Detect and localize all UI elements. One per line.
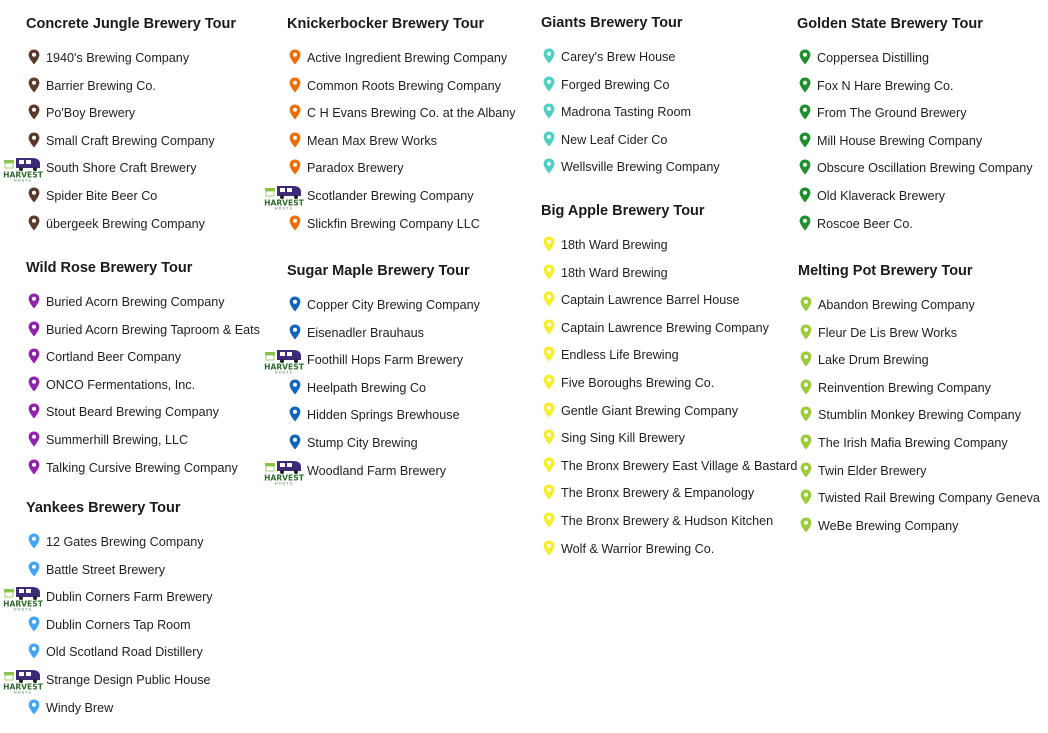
brewery-list-item[interactable] bbox=[26, 77, 236, 105]
brewery-list-item[interactable] bbox=[26, 293, 260, 321]
brewery-name: 1940's Brewing Company bbox=[46, 51, 190, 65]
brewery-list-item[interactable] bbox=[287, 296, 480, 324]
tour-title: Wild Rose Brewery Tour bbox=[26, 260, 193, 276]
brewery-name: Heelpath Brewing Co bbox=[307, 380, 427, 395]
brewery-name: Cortland Beer Company bbox=[46, 350, 182, 365]
map-pin-icon bbox=[543, 103, 555, 119]
harvest-hosts-logo-icon bbox=[263, 457, 305, 485]
brewery-list-item[interactable] bbox=[26, 431, 260, 459]
map-pin-icon bbox=[28, 293, 40, 309]
brewery-list-item[interactable] bbox=[541, 236, 797, 264]
brewery-name: Old Klaverack Brewery bbox=[817, 188, 946, 203]
map-pin-icon bbox=[289, 215, 301, 231]
map-pin-icon bbox=[799, 77, 811, 93]
map-pin-icon bbox=[543, 158, 555, 174]
brewery-name: Slickfin Brewing Company LLC bbox=[307, 216, 480, 231]
brewery-list-item[interactable] bbox=[797, 132, 1033, 160]
harvest-hosts-logo-icon bbox=[2, 666, 44, 694]
map-pin-icon bbox=[543, 484, 555, 500]
tour-section-sugar-maple-brewery-tour bbox=[264, 260, 480, 489]
map-pin-icon bbox=[28, 699, 40, 715]
brewery-name: Scotlander Brewing Company bbox=[307, 188, 474, 203]
map-pin-icon bbox=[289, 104, 301, 120]
map-pin-icon bbox=[289, 296, 301, 312]
map-pin-icon bbox=[543, 540, 555, 556]
map-pin-icon bbox=[28, 561, 40, 577]
svg-text:HARVEST: HARVEST bbox=[264, 362, 304, 372]
brewery-list bbox=[798, 296, 1040, 544]
svg-text:HOSTS: HOSTS bbox=[274, 370, 294, 375]
map-pin-icon bbox=[289, 132, 301, 148]
map-pin-icon bbox=[543, 76, 555, 92]
map-pin-icon bbox=[799, 159, 811, 175]
brewery-name: The Bronx Brewery East Village & Bastard bbox=[561, 458, 798, 473]
brewery-name: Wellsville Brewing Company bbox=[561, 160, 720, 175]
brewery-list-item[interactable] bbox=[26, 643, 213, 671]
map-pin-icon bbox=[800, 351, 812, 367]
map-pin-icon bbox=[543, 236, 555, 252]
brewery-name: Fox N Hare Brewing Co. bbox=[817, 78, 954, 93]
brewery-name: New Leaf Cider Co bbox=[561, 132, 668, 147]
brewery-name: Endless Life Brewing bbox=[561, 348, 679, 363]
map-pin-icon bbox=[543, 374, 555, 390]
map-pin-icon bbox=[28, 321, 40, 337]
brewery-name: Roscoe Beer Co. bbox=[817, 216, 913, 231]
tour-section-giants-brewery-tour bbox=[541, 12, 720, 186]
brewery-list-item[interactable] bbox=[798, 462, 1040, 490]
tour-title: Knickerbocker Brewery Tour bbox=[287, 16, 485, 32]
brewery-name: 18th Ward Brewing bbox=[561, 265, 668, 280]
tour-title: Big Apple Brewery Tour bbox=[541, 203, 705, 219]
map-pin-icon bbox=[289, 379, 301, 395]
brewery-name: Dublin Corners Tap Room bbox=[46, 617, 191, 632]
tour-title: Concrete Jungle Brewery Tour bbox=[26, 16, 237, 32]
brewery-list-item[interactable] bbox=[798, 517, 1040, 545]
brewery-name: Wolf & Warrior Brewing Co. bbox=[561, 541, 715, 556]
tour-section-golden-state-brewery-tour bbox=[797, 13, 1033, 242]
brewery-name: Paradox Brewery bbox=[307, 161, 404, 176]
brewery-list-item[interactable] bbox=[3, 588, 213, 616]
svg-text:HOSTS: HOSTS bbox=[13, 690, 33, 694]
brewery-list-item[interactable] bbox=[798, 296, 1040, 324]
map-pin-icon bbox=[543, 429, 555, 445]
brewery-list-item[interactable] bbox=[26, 187, 236, 215]
brewery-list-item[interactable] bbox=[26, 561, 213, 589]
harvest-hosts-logo-icon bbox=[2, 583, 44, 611]
brewery-name: Talking Cursive Brewing Company bbox=[46, 460, 238, 475]
brewery-list-item[interactable] bbox=[541, 264, 797, 292]
brewery-name: Battle Street Brewery bbox=[46, 562, 165, 577]
brewery-list-item[interactable] bbox=[541, 374, 797, 402]
brewery-list bbox=[541, 48, 720, 186]
brewery-list-item[interactable] bbox=[26, 321, 260, 349]
brewery-name: Lake Drum Brewing bbox=[818, 353, 929, 368]
brewery-name: Stout Beard Brewing Company bbox=[46, 405, 219, 420]
brewery-name: Captain Lawrence Barrel House bbox=[561, 293, 740, 308]
brewery-list bbox=[3, 533, 213, 726]
brewery-name: The Bronx Brewery & Hudson Kitchen bbox=[561, 513, 774, 528]
brewery-name: Sing Sing Kill Brewery bbox=[561, 431, 685, 446]
brewery-list-item[interactable] bbox=[798, 406, 1040, 434]
map-pin-icon bbox=[28, 77, 40, 93]
tour-title: Giants Brewery Tour bbox=[541, 15, 683, 31]
brewery-name: Barrier Brewing Co. bbox=[46, 78, 156, 93]
brewery-list-item[interactable] bbox=[541, 131, 720, 159]
svg-text:HOSTS: HOSTS bbox=[13, 607, 33, 612]
map-pin-icon bbox=[543, 402, 555, 418]
map-pin-icon bbox=[28, 49, 40, 65]
brewery-list-item[interactable] bbox=[287, 49, 516, 77]
brewery-list-item[interactable] bbox=[26, 348, 260, 376]
tour-title: Melting Pot Brewery Tour bbox=[798, 263, 973, 279]
map-pin-icon bbox=[289, 159, 301, 175]
brewery-name: Fleur De Lis Brew Works bbox=[818, 325, 958, 340]
brewery-list-item[interactable] bbox=[26, 403, 260, 431]
brewery-name: The Irish Mafia Brewing Company bbox=[818, 435, 1008, 450]
map-pin-icon bbox=[543, 346, 555, 362]
brewery-list-item[interactable] bbox=[541, 291, 797, 319]
brewery-name: From The Ground Brewery bbox=[817, 106, 967, 121]
map-pin-icon bbox=[289, 49, 301, 65]
map-pin-icon bbox=[543, 291, 555, 307]
map-pin-icon bbox=[799, 215, 811, 231]
tour-section-big-apple-brewery-tour bbox=[541, 200, 797, 567]
brewery-list-item[interactable] bbox=[541, 103, 720, 131]
tour-title: Sugar Maple Brewery Tour bbox=[287, 263, 470, 279]
brewery-list-item[interactable] bbox=[541, 319, 797, 347]
brewery-list-item[interactable] bbox=[797, 159, 1033, 187]
brewery-list-item[interactable] bbox=[287, 406, 480, 434]
brewery-list-item[interactable] bbox=[26, 132, 236, 160]
map-pin-icon bbox=[28, 376, 40, 392]
brewery-name: Stumblin Monkey Brewing Company bbox=[818, 408, 1021, 423]
brewery-name: Copper City Brewing Company bbox=[307, 298, 480, 312]
brewery-list-item[interactable] bbox=[26, 699, 213, 727]
svg-text:HARVEST: HARVEST bbox=[3, 682, 43, 692]
brewery-name: Eisenadler Brauhaus bbox=[307, 325, 424, 340]
map-pin-icon bbox=[543, 319, 555, 335]
map-pin-icon bbox=[289, 434, 301, 450]
brewery-name: Gentle Giant Brewing Company bbox=[561, 403, 739, 418]
brewery-list-item[interactable] bbox=[287, 77, 516, 105]
brewery-list-item[interactable] bbox=[541, 158, 720, 186]
harvest-hosts-logo-icon bbox=[263, 182, 305, 210]
map-pin-icon bbox=[28, 616, 40, 632]
brewery-list-item[interactable] bbox=[26, 376, 260, 404]
brewery-list-item[interactable] bbox=[541, 484, 797, 512]
brewery-list-item[interactable] bbox=[287, 434, 480, 462]
map-pin-icon bbox=[800, 324, 812, 340]
map-pin-icon bbox=[28, 215, 40, 231]
brewery-list-item[interactable] bbox=[26, 616, 213, 644]
brewery-list-item[interactable] bbox=[287, 215, 516, 243]
brewery-list-item[interactable] bbox=[541, 48, 720, 76]
brewery-list-item[interactable] bbox=[797, 49, 1033, 77]
brewery-list bbox=[3, 49, 236, 242]
brewery-name: Obscure Oscillation Brewing Company bbox=[817, 161, 1033, 176]
tour-section-concrete-jungle-brewery-tour bbox=[3, 13, 237, 242]
map-pin-icon bbox=[28, 643, 40, 659]
brewery-list-item[interactable] bbox=[797, 104, 1033, 132]
brewery-name: Mean Max Brew Works bbox=[307, 133, 437, 148]
brewery-name: Old Scotland Road Distillery bbox=[46, 645, 203, 660]
brewery-name: Coppersea Distilling bbox=[817, 51, 929, 65]
brewery-list-item[interactable] bbox=[287, 104, 516, 132]
brewery-list-item[interactable] bbox=[541, 429, 797, 457]
brewery-name: Windy Brew bbox=[46, 700, 114, 715]
brewery-list-item[interactable] bbox=[287, 324, 480, 352]
brewery-list-item[interactable] bbox=[26, 215, 236, 243]
tour-section-yankees-brewery-tour bbox=[3, 497, 213, 726]
map-pin-icon bbox=[28, 104, 40, 120]
brewery-list-item[interactable] bbox=[798, 379, 1040, 407]
svg-text:HARVEST: HARVEST bbox=[264, 198, 304, 208]
brewery-list-item[interactable] bbox=[3, 159, 236, 187]
brewery-list-item[interactable] bbox=[264, 462, 480, 490]
brewery-name: Active Ingredient Brewing Company bbox=[307, 51, 508, 65]
brewery-name: Stump City Brewing bbox=[307, 435, 418, 450]
map-pin-icon bbox=[800, 379, 812, 395]
brewery-list-item[interactable] bbox=[797, 215, 1033, 243]
brewery-list-item[interactable] bbox=[26, 104, 236, 132]
brewery-list bbox=[541, 236, 797, 567]
map-pin-icon bbox=[543, 48, 555, 64]
brewery-name: Woodland Farm Brewery bbox=[307, 463, 447, 478]
brewery-name: ONCO Fermentations, Inc. bbox=[46, 377, 196, 392]
brewery-list-item[interactable] bbox=[541, 457, 797, 485]
brewery-name: Strange Design Public House bbox=[46, 672, 211, 687]
map-pin-icon bbox=[28, 132, 40, 148]
brewery-list-item[interactable] bbox=[287, 132, 516, 160]
map-pin-icon bbox=[800, 489, 812, 505]
brewery-list-item[interactable] bbox=[264, 351, 480, 379]
brewery-list-item[interactable] bbox=[798, 351, 1040, 379]
brewery-list-item[interactable] bbox=[541, 346, 797, 374]
brewery-list-item[interactable] bbox=[541, 402, 797, 430]
map-pin-icon bbox=[28, 459, 40, 475]
tour-section-wild-rose-brewery-tour bbox=[26, 257, 260, 486]
brewery-name: Hidden Springs Brewhouse bbox=[307, 408, 460, 423]
svg-text:HARVEST: HARVEST bbox=[3, 170, 43, 180]
brewery-name: Po'Boy Brewery bbox=[46, 106, 136, 121]
tour-section-knickerbocker-brewery-tour bbox=[264, 13, 516, 242]
brewery-list-item[interactable] bbox=[797, 187, 1033, 215]
brewery-name: Captain Lawrence Brewing Company bbox=[561, 320, 769, 335]
map-pin-icon bbox=[799, 132, 811, 148]
map-pin-icon bbox=[799, 104, 811, 120]
brewery-list-item[interactable] bbox=[798, 489, 1040, 517]
map-pin-icon bbox=[543, 512, 555, 528]
brewery-list-item[interactable] bbox=[287, 159, 516, 187]
brewery-name: Mill House Brewing Company bbox=[817, 133, 983, 148]
svg-text:HOSTS: HOSTS bbox=[274, 206, 294, 210]
harvest-hosts-logo-icon bbox=[2, 154, 44, 182]
brewery-name: The Bronx Brewery & Empanology bbox=[561, 486, 755, 501]
brewery-name: Carey's Brew House bbox=[561, 50, 676, 64]
map-pin-icon bbox=[289, 77, 301, 93]
map-pin-icon bbox=[800, 434, 812, 450]
brewery-name: Foothill Hops Farm Brewery bbox=[307, 353, 464, 368]
brewery-name: Summerhill Brewing, LLC bbox=[46, 432, 189, 447]
map-pin-icon bbox=[800, 517, 812, 533]
brewery-name: Buried Acorn Brewing Company bbox=[46, 295, 225, 309]
brewery-name: Madrona Tasting Room bbox=[561, 105, 691, 120]
brewery-name: Dublin Corners Farm Brewery bbox=[46, 590, 213, 605]
brewery-name: Buried Acorn Brewing Taproom & Eats bbox=[46, 322, 260, 337]
svg-text:HARVEST: HARVEST bbox=[264, 473, 304, 483]
map-pin-icon bbox=[289, 406, 301, 422]
map-pin-icon bbox=[800, 296, 812, 312]
harvest-hosts-logo-icon bbox=[263, 346, 305, 374]
brewery-name: Forged Brewing Co bbox=[561, 77, 670, 92]
brewery-list bbox=[26, 293, 260, 486]
brewery-list-item[interactable] bbox=[798, 434, 1040, 462]
brewery-name: Twisted Rail Brewing Company Geneva bbox=[818, 491, 1040, 506]
map-pin-icon bbox=[800, 406, 812, 422]
brewery-list-item[interactable] bbox=[541, 76, 720, 104]
tour-section-melting-pot-brewery-tour bbox=[798, 260, 1040, 544]
map-pin-icon bbox=[28, 431, 40, 447]
brewery-list-item[interactable] bbox=[287, 379, 480, 407]
svg-text:HOSTS: HOSTS bbox=[13, 178, 33, 183]
svg-text:HARVEST: HARVEST bbox=[3, 599, 43, 609]
svg-text:HOSTS: HOSTS bbox=[274, 481, 294, 485]
brewery-list bbox=[797, 49, 1033, 242]
map-pin-icon bbox=[543, 131, 555, 147]
map-pin-icon bbox=[28, 187, 40, 203]
map-pin-icon bbox=[28, 348, 40, 364]
map-pin-icon bbox=[28, 533, 40, 549]
brewery-list-item[interactable] bbox=[3, 671, 213, 699]
brewery-name: Five Boroughs Brewing Co. bbox=[561, 375, 715, 390]
brewery-list-item[interactable] bbox=[264, 187, 516, 215]
brewery-name: Reinvention Brewing Company bbox=[818, 380, 991, 395]
brewery-list-item[interactable] bbox=[541, 512, 797, 540]
brewery-name: C H Evans Brewing Co. at the Albany bbox=[307, 106, 516, 121]
map-pin-icon bbox=[799, 49, 811, 65]
brewery-name: Common Roots Brewing Company bbox=[307, 78, 501, 93]
brewery-name: übergeek Brewing Company bbox=[46, 216, 205, 231]
map-pin-icon bbox=[799, 187, 811, 203]
brewery-list-item[interactable] bbox=[798, 324, 1040, 352]
brewery-name: 18th Ward Brewing bbox=[561, 238, 668, 252]
brewery-name: WeBe Brewing Company bbox=[818, 518, 959, 533]
brewery-list bbox=[264, 49, 516, 242]
brewery-name: Abandon Brewing Company bbox=[818, 298, 975, 312]
map-pin-icon bbox=[800, 462, 812, 478]
tour-title: Golden State Brewery Tour bbox=[797, 16, 983, 32]
brewery-list-item[interactable] bbox=[26, 533, 213, 561]
map-pin-icon bbox=[28, 403, 40, 419]
map-pin-icon bbox=[289, 324, 301, 340]
brewery-name: South Shore Craft Brewery bbox=[46, 161, 197, 176]
brewery-name: Twin Elder Brewery bbox=[818, 463, 927, 478]
brewery-list-item[interactable] bbox=[541, 540, 797, 568]
brewery-list bbox=[264, 296, 480, 489]
brewery-name: Small Craft Brewing Company bbox=[46, 133, 215, 148]
map-pin-icon bbox=[543, 457, 555, 473]
brewery-name: Spider Bite Beer Co bbox=[46, 188, 158, 203]
brewery-name: 12 Gates Brewing Company bbox=[46, 535, 204, 549]
brewery-list-item[interactable] bbox=[26, 49, 236, 77]
map-pin-icon bbox=[543, 264, 555, 280]
tour-title: Yankees Brewery Tour bbox=[26, 500, 181, 516]
brewery-list-item[interactable] bbox=[797, 77, 1033, 105]
brewery-list-item[interactable] bbox=[26, 459, 260, 487]
